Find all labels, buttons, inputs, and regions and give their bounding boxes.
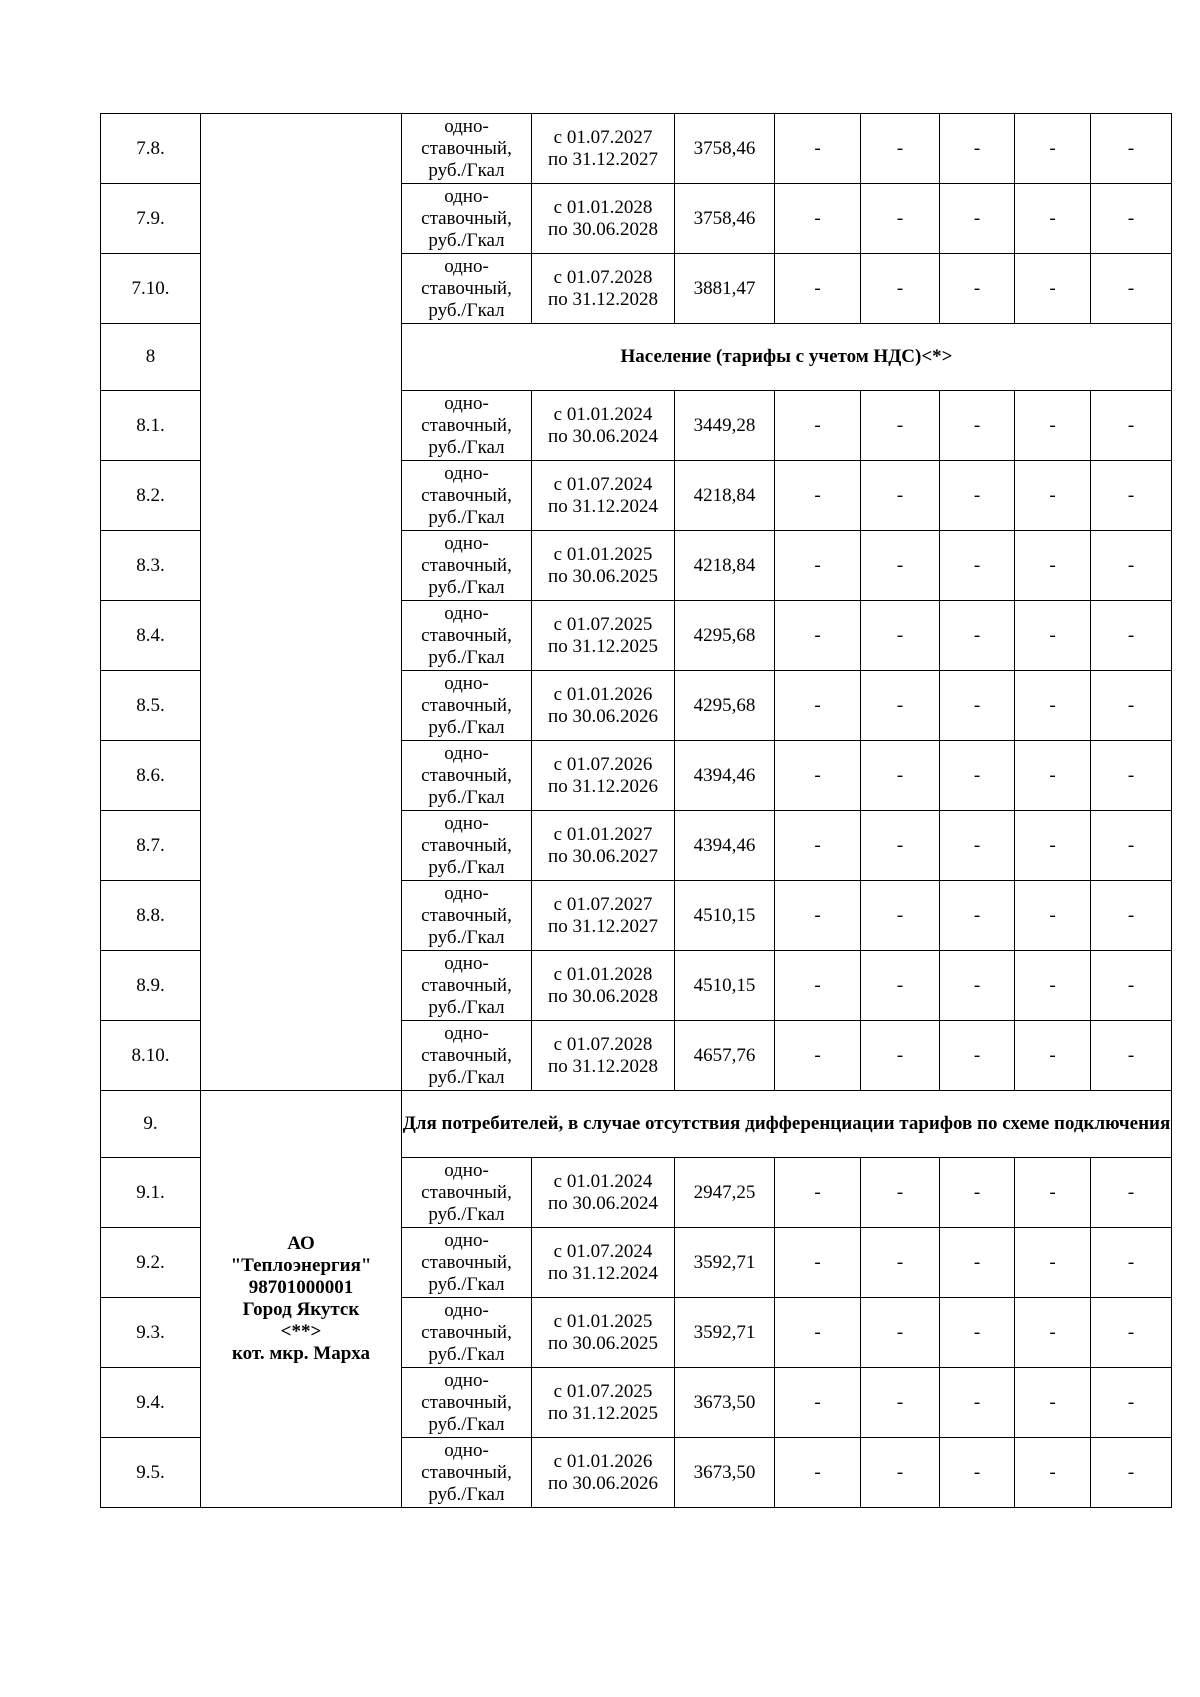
- row-number: 8.8.: [101, 881, 201, 951]
- empty-value-dash: -: [1015, 461, 1091, 531]
- empty-value-dash: -: [1015, 1228, 1091, 1298]
- empty-value-dash: -: [861, 671, 940, 741]
- rate-type-cell: [402, 811, 532, 881]
- tariff-value: 4510,15: [675, 881, 775, 951]
- period-from: с 01.07.2028: [553, 1033, 653, 1055]
- empty-value-dash: -: [940, 671, 1015, 741]
- period-to: по 31.12.2024: [548, 495, 658, 517]
- period-to: по 31.12.2028: [548, 1055, 658, 1077]
- organization-cell: [201, 1091, 402, 1508]
- row-number: 8.1.: [101, 391, 201, 461]
- rate-type-line: одно-: [444, 532, 489, 554]
- period-cell: [532, 391, 675, 461]
- empty-value-dash: -: [1091, 671, 1172, 741]
- tariff-value: 3673,50: [675, 1368, 775, 1438]
- row-number: 7.9.: [101, 184, 201, 254]
- rate-type-line: ставочный,: [421, 1251, 512, 1273]
- empty-value-dash: -: [940, 1228, 1015, 1298]
- period-to: по 30.06.2028: [548, 985, 658, 1007]
- row-number: 9.3.: [101, 1298, 201, 1368]
- rate-type-line: руб./Гкал: [428, 856, 505, 878]
- tariff-value: 4218,84: [675, 461, 775, 531]
- tariff-value: 3673,50: [675, 1438, 775, 1508]
- empty-value-dash: -: [1015, 1368, 1091, 1438]
- empty-value-dash: -: [775, 184, 861, 254]
- empty-value-dash: -: [775, 1298, 861, 1368]
- empty-value-dash: -: [861, 1368, 940, 1438]
- organization-line: <**>: [280, 1321, 322, 1342]
- rate-type-line: руб./Гкал: [428, 646, 505, 668]
- tariff-value: 3758,46: [675, 114, 775, 184]
- empty-value-dash: -: [1091, 601, 1172, 671]
- empty-value-dash: -: [1015, 1021, 1091, 1091]
- period-to: по 31.12.2025: [548, 635, 658, 657]
- empty-value-dash: -: [1091, 741, 1172, 811]
- empty-value-dash: -: [940, 254, 1015, 324]
- period-from: с 01.07.2027: [553, 126, 653, 148]
- rate-type-line: руб./Гкал: [428, 436, 505, 458]
- empty-value-dash: -: [940, 1368, 1015, 1438]
- empty-value-dash: -: [1091, 184, 1172, 254]
- period-from: с 01.01.2024: [553, 1170, 653, 1192]
- period-cell: [532, 951, 675, 1021]
- tariff-value: 3592,71: [675, 1228, 775, 1298]
- empty-value-dash: -: [940, 1438, 1015, 1508]
- empty-value-dash: -: [1015, 671, 1091, 741]
- period-from: с 01.07.2028: [553, 266, 653, 288]
- rate-type-line: одно-: [444, 1299, 489, 1321]
- period-from: с 01.07.2027: [553, 893, 653, 915]
- rate-type-line: одно-: [444, 115, 489, 137]
- empty-value-dash: -: [1015, 1438, 1091, 1508]
- rate-type-line: руб./Гкал: [428, 229, 505, 251]
- row-number: 8.5.: [101, 671, 201, 741]
- period-cell: [532, 1438, 675, 1508]
- tariff-value: 3881,47: [675, 254, 775, 324]
- rate-type-cell: [402, 1021, 532, 1091]
- empty-value-dash: -: [775, 531, 861, 601]
- empty-value-dash: -: [1091, 1368, 1172, 1438]
- rate-type-cell: [402, 741, 532, 811]
- empty-value-dash: -: [861, 254, 940, 324]
- empty-value-dash: -: [775, 254, 861, 324]
- empty-value-dash: -: [775, 811, 861, 881]
- empty-value-dash: -: [1015, 254, 1091, 324]
- organization-line: 98701000001: [248, 1277, 354, 1298]
- rate-type-line: руб./Гкал: [428, 1483, 505, 1505]
- period-to: по 30.06.2025: [548, 1332, 658, 1354]
- period-from: с 01.07.2025: [553, 613, 653, 635]
- row-number: 9.5.: [101, 1438, 201, 1508]
- rate-type-line: одно-: [444, 812, 489, 834]
- empty-value-dash: -: [775, 741, 861, 811]
- row-number: 8: [101, 324, 201, 391]
- empty-value-dash: -: [861, 1021, 940, 1091]
- period-cell: [532, 1158, 675, 1228]
- empty-value-dash: -: [940, 391, 1015, 461]
- empty-value-dash: -: [940, 531, 1015, 601]
- period-to: по 30.06.2025: [548, 565, 658, 587]
- rate-type-line: ставочный,: [421, 904, 512, 926]
- period-cell: [532, 671, 675, 741]
- period-cell: [532, 114, 675, 184]
- row-number: 7.10.: [101, 254, 201, 324]
- empty-value-dash: -: [1015, 1298, 1091, 1368]
- period-from: с 01.07.2024: [553, 1240, 653, 1262]
- period-cell: [532, 741, 675, 811]
- period-to: по 31.12.2025: [548, 1402, 658, 1424]
- rate-type-line: руб./Гкал: [428, 1203, 505, 1225]
- row-number: 8.3.: [101, 531, 201, 601]
- empty-value-dash: -: [940, 1298, 1015, 1368]
- rate-type-line: одно-: [444, 1369, 489, 1391]
- period-cell: [532, 461, 675, 531]
- section-title: Для потребителей, в случае отсутствия дифференциации тарифов по схеме подключения: [402, 1091, 1172, 1158]
- rate-type-cell: [402, 601, 532, 671]
- empty-value-dash: -: [1091, 951, 1172, 1021]
- rate-type-line: руб./Гкал: [428, 1413, 505, 1435]
- rate-type-line: ставочный,: [421, 1391, 512, 1413]
- empty-value-dash: -: [940, 1021, 1015, 1091]
- empty-value-dash: -: [861, 114, 940, 184]
- rate-type-line: ставочный,: [421, 1461, 512, 1483]
- rate-type-line: ставочный,: [421, 414, 512, 436]
- row-number: 8.7.: [101, 811, 201, 881]
- rate-type-line: одно-: [444, 392, 489, 414]
- section-title: Население (тарифы с учетом НДС)<*>: [402, 324, 1172, 391]
- tariff-table-body: [101, 114, 1172, 1508]
- rate-type-line: руб./Гкал: [428, 786, 505, 808]
- empty-value-dash: -: [861, 811, 940, 881]
- empty-value-dash: -: [1015, 951, 1091, 1021]
- period-cell: [532, 1021, 675, 1091]
- rate-type-line: ставочный,: [421, 484, 512, 506]
- tariff-value: 2947,25: [675, 1158, 775, 1228]
- empty-value-dash: -: [861, 1438, 940, 1508]
- row-number: 8.9.: [101, 951, 201, 1021]
- tariff-value: 3592,71: [675, 1298, 775, 1368]
- period-to: по 30.06.2027: [548, 845, 658, 867]
- empty-value-dash: -: [940, 811, 1015, 881]
- row-number: 8.4.: [101, 601, 201, 671]
- rate-type-line: ставочный,: [421, 207, 512, 229]
- rate-type-line: ставочный,: [421, 694, 512, 716]
- rate-type-cell: [402, 1368, 532, 1438]
- row-number: 9.4.: [101, 1368, 201, 1438]
- rate-type-line: ставочный,: [421, 277, 512, 299]
- period-cell: [532, 811, 675, 881]
- empty-value-dash: -: [775, 1438, 861, 1508]
- rate-type-line: одно-: [444, 1439, 489, 1461]
- rate-type-cell: [402, 184, 532, 254]
- period-from: с 01.07.2025: [553, 1380, 653, 1402]
- period-from: с 01.01.2026: [553, 1450, 653, 1472]
- rate-type-line: одно-: [444, 462, 489, 484]
- empty-value-dash: -: [1091, 531, 1172, 601]
- period-to: по 31.12.2027: [548, 915, 658, 937]
- period-to: по 30.06.2024: [548, 1192, 658, 1214]
- empty-value-dash: -: [1091, 811, 1172, 881]
- empty-value-dash: -: [775, 1368, 861, 1438]
- empty-value-dash: -: [940, 184, 1015, 254]
- empty-value-dash: -: [775, 1228, 861, 1298]
- rate-type-cell: [402, 1228, 532, 1298]
- period-to: по 30.06.2028: [548, 218, 658, 240]
- empty-value-dash: -: [1091, 881, 1172, 951]
- empty-value-dash: -: [940, 741, 1015, 811]
- empty-value-dash: -: [861, 184, 940, 254]
- empty-value-dash: -: [1091, 391, 1172, 461]
- rate-type-line: ставочный,: [421, 1321, 512, 1343]
- rate-type-cell: [402, 531, 532, 601]
- period-cell: [532, 881, 675, 951]
- tariff-value: 4394,46: [675, 741, 775, 811]
- period-from: с 01.01.2025: [553, 1310, 653, 1332]
- period-to: по 30.06.2024: [548, 425, 658, 447]
- tariff-value: 3758,46: [675, 184, 775, 254]
- tariff-value: 4394,46: [675, 811, 775, 881]
- empty-value-dash: -: [861, 741, 940, 811]
- empty-value-dash: -: [1091, 461, 1172, 531]
- rate-type-cell: [402, 1298, 532, 1368]
- rate-type-line: руб./Гкал: [428, 159, 505, 181]
- period-cell: [532, 184, 675, 254]
- rate-type-line: ставочный,: [421, 554, 512, 576]
- rate-type-line: ставочный,: [421, 834, 512, 856]
- rate-type-cell: [402, 881, 532, 951]
- rate-type-line: одно-: [444, 952, 489, 974]
- empty-value-dash: -: [775, 1158, 861, 1228]
- empty-value-dash: -: [940, 461, 1015, 531]
- rate-type-line: ставочный,: [421, 1044, 512, 1066]
- rate-type-line: руб./Гкал: [428, 1066, 505, 1088]
- rate-type-line: одно-: [444, 672, 489, 694]
- empty-value-dash: -: [1015, 184, 1091, 254]
- tariff-value: 4218,84: [675, 531, 775, 601]
- rate-type-line: одно-: [444, 1229, 489, 1251]
- empty-value-dash: -: [861, 461, 940, 531]
- empty-value-dash: -: [1091, 1438, 1172, 1508]
- empty-value-dash: -: [940, 881, 1015, 951]
- empty-value-dash: -: [940, 601, 1015, 671]
- rate-type-line: руб./Гкал: [428, 506, 505, 528]
- row-number: 8.6.: [101, 741, 201, 811]
- empty-value-dash: -: [940, 951, 1015, 1021]
- period-from: с 01.01.2027: [553, 823, 653, 845]
- rate-type-line: ставочный,: [421, 137, 512, 159]
- tariff-table: [100, 113, 1172, 1508]
- empty-value-dash: -: [1091, 1298, 1172, 1368]
- tariff-value: 4657,76: [675, 1021, 775, 1091]
- rate-type-line: одно-: [444, 1159, 489, 1181]
- empty-value-dash: -: [861, 1228, 940, 1298]
- period-to: по 30.06.2026: [548, 1472, 658, 1494]
- empty-value-dash: -: [1015, 601, 1091, 671]
- rate-type-cell: [402, 461, 532, 531]
- period-from: с 01.01.2025: [553, 543, 653, 565]
- rate-type-line: одно-: [444, 185, 489, 207]
- organization-line: "Теплоэнергия": [230, 1255, 372, 1276]
- rate-type-line: одно-: [444, 255, 489, 277]
- rate-type-cell: [402, 1158, 532, 1228]
- period-cell: [532, 1228, 675, 1298]
- period-from: с 01.01.2028: [553, 196, 653, 218]
- empty-value-dash: -: [1091, 254, 1172, 324]
- period-to: по 31.12.2027: [548, 148, 658, 170]
- empty-value-dash: -: [861, 951, 940, 1021]
- empty-value-dash: -: [861, 1298, 940, 1368]
- empty-value-dash: -: [1091, 1021, 1172, 1091]
- empty-value-dash: -: [775, 671, 861, 741]
- empty-value-dash: -: [861, 391, 940, 461]
- rate-type-line: ставочный,: [421, 1181, 512, 1203]
- empty-value-dash: -: [940, 1158, 1015, 1228]
- empty-value-dash: -: [775, 1021, 861, 1091]
- rate-type-line: руб./Гкал: [428, 996, 505, 1018]
- row-number: 9.2.: [101, 1228, 201, 1298]
- empty-value-dash: -: [861, 1158, 940, 1228]
- empty-value-dash: -: [1015, 531, 1091, 601]
- empty-value-dash: -: [1015, 391, 1091, 461]
- period-to: по 31.12.2028: [548, 288, 658, 310]
- empty-value-dash: -: [1015, 114, 1091, 184]
- row-number: 8.10.: [101, 1021, 201, 1091]
- table-row: [101, 114, 1172, 184]
- rate-type-line: руб./Гкал: [428, 299, 505, 321]
- organization-cell-continued: [201, 114, 402, 1091]
- period-cell: [532, 1368, 675, 1438]
- empty-value-dash: -: [940, 114, 1015, 184]
- period-from: с 01.07.2024: [553, 473, 653, 495]
- period-cell: [532, 531, 675, 601]
- rate-type-line: руб./Гкал: [428, 1343, 505, 1365]
- row-number: 7.8.: [101, 114, 201, 184]
- organization-line: Город Якутск: [242, 1299, 360, 1320]
- rate-type-line: ставочный,: [421, 764, 512, 786]
- rate-type-line: одно-: [444, 742, 489, 764]
- empty-value-dash: -: [775, 461, 861, 531]
- row-number: 9.1.: [101, 1158, 201, 1228]
- row-number: 9.: [101, 1091, 201, 1158]
- empty-value-dash: -: [1091, 1158, 1172, 1228]
- rate-type-line: руб./Гкал: [428, 926, 505, 948]
- tariff-value: 4510,15: [675, 951, 775, 1021]
- empty-value-dash: -: [1015, 881, 1091, 951]
- empty-value-dash: -: [775, 951, 861, 1021]
- rate-type-line: одно-: [444, 602, 489, 624]
- period-from: с 01.01.2028: [553, 963, 653, 985]
- rate-type-cell: [402, 114, 532, 184]
- rate-type-cell: [402, 951, 532, 1021]
- empty-value-dash: -: [775, 114, 861, 184]
- period-from: с 01.01.2024: [553, 403, 653, 425]
- rate-type-line: ставочный,: [421, 624, 512, 646]
- period-to: по 31.12.2026: [548, 775, 658, 797]
- period-to: по 31.12.2024: [548, 1262, 658, 1284]
- empty-value-dash: -: [861, 531, 940, 601]
- empty-value-dash: -: [1091, 1228, 1172, 1298]
- empty-value-dash: -: [775, 601, 861, 671]
- section-row: [101, 1091, 1172, 1158]
- rate-type-line: руб./Гкал: [428, 576, 505, 598]
- empty-value-dash: -: [1091, 114, 1172, 184]
- organization-line: АО: [287, 1233, 315, 1254]
- period-cell: [532, 254, 675, 324]
- tariff-value: 4295,68: [675, 671, 775, 741]
- empty-value-dash: -: [861, 881, 940, 951]
- empty-value-dash: -: [861, 601, 940, 671]
- period-cell: [532, 1298, 675, 1368]
- tariff-value: 4295,68: [675, 601, 775, 671]
- rate-type-line: руб./Гкал: [428, 716, 505, 738]
- empty-value-dash: -: [1015, 741, 1091, 811]
- empty-value-dash: -: [775, 881, 861, 951]
- rate-type-line: ставочный,: [421, 974, 512, 996]
- period-to: по 30.06.2026: [548, 705, 658, 727]
- organization-line: кот. мкр. Марха: [231, 1343, 371, 1364]
- period-cell: [532, 601, 675, 671]
- rate-type-cell: [402, 1438, 532, 1508]
- empty-value-dash: -: [1015, 1158, 1091, 1228]
- rate-type-cell: [402, 254, 532, 324]
- empty-value-dash: -: [1015, 811, 1091, 881]
- period-from: с 01.01.2026: [553, 683, 653, 705]
- rate-type-cell: [402, 391, 532, 461]
- row-number: 8.2.: [101, 461, 201, 531]
- empty-value-dash: -: [775, 391, 861, 461]
- rate-type-line: одно-: [444, 1022, 489, 1044]
- tariff-value: 3449,28: [675, 391, 775, 461]
- period-from: с 01.07.2026: [553, 753, 653, 775]
- rate-type-cell: [402, 671, 532, 741]
- rate-type-line: руб./Гкал: [428, 1273, 505, 1295]
- rate-type-line: одно-: [444, 882, 489, 904]
